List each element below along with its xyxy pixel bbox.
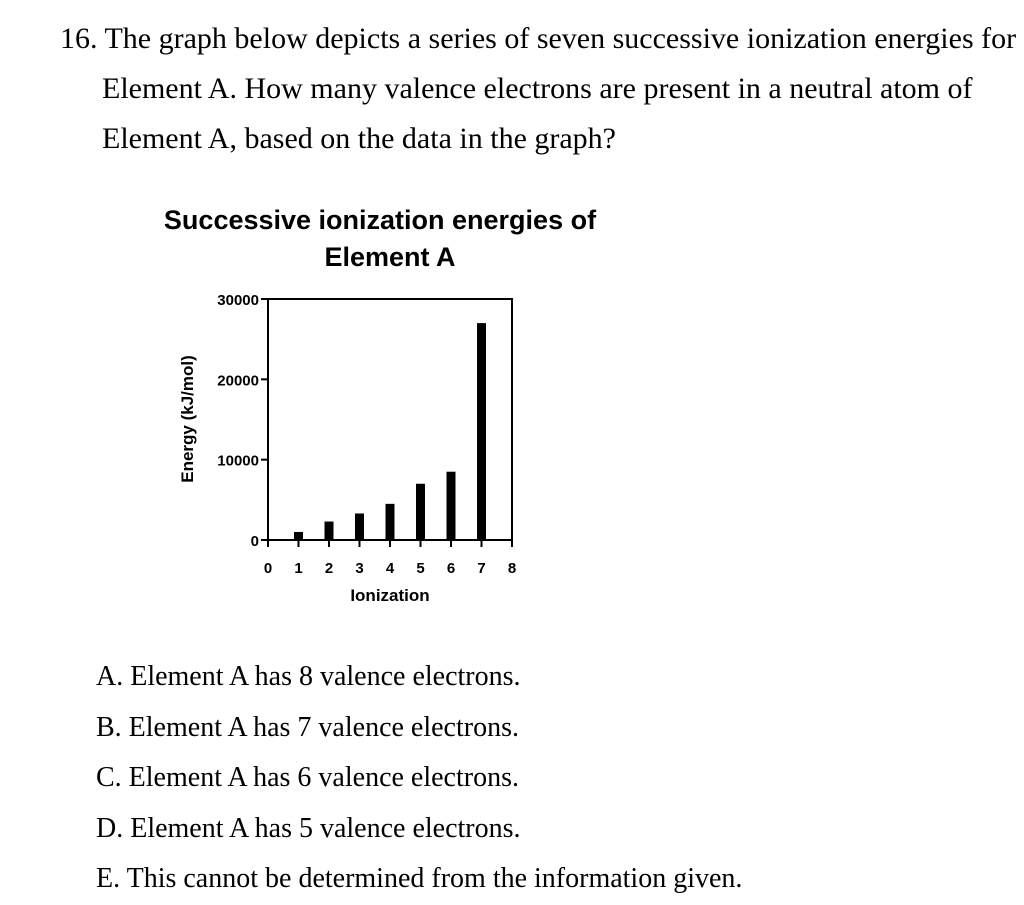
answer-choices <box>96 652 996 905</box>
x-tick-label-3: 3 <box>355 560 364 577</box>
x-tick-label-0: 0 <box>263 560 273 577</box>
x-tick-label-1: 1 <box>294 560 303 577</box>
bar-3 <box>355 513 364 540</box>
chart-title-line-1: Successive ionization energies of <box>163 205 597 235</box>
bar-7 <box>477 323 486 540</box>
bar-4 <box>386 504 395 540</box>
x-tick-label-7: 7 <box>477 560 486 577</box>
question-text <box>60 14 1017 164</box>
y-axis-label: Energy (kJ/mol) <box>178 355 197 483</box>
chart-title-line-2: Element A <box>324 242 456 272</box>
question-line-1 <box>60 14 1017 64</box>
x-axis-label: Ionization <box>350 586 430 605</box>
bar-5 <box>416 484 425 540</box>
bar-6 <box>447 472 456 540</box>
x-tick-label-5: 5 <box>416 560 425 577</box>
question-line-1-text: The graph below depicts a series of seven successive ionization energies for <box>104 22 1017 55</box>
y-tick-label-1: 10000 <box>217 452 259 470</box>
y-tick-label-3: 30000 <box>217 292 259 309</box>
y-tick-label-0: 0 <box>250 533 259 550</box>
choice-c[interactable]: C. Element A has 6 valence electrons. <box>96 762 519 793</box>
bar-2 <box>325 522 334 540</box>
choice-b[interactable]: B. Element A has 7 valence electrons. <box>96 711 519 743</box>
question-number: 16. <box>60 22 98 55</box>
x-tick-label-8: 8 <box>507 560 517 577</box>
x-tick-label-6: 6 <box>446 560 456 577</box>
choice-e[interactable]: E. This cannot be determined from the information given. <box>96 863 743 894</box>
choice-a[interactable]: A. Element A has 8 valence electrons. <box>96 661 521 692</box>
question-line-3: Element A, based on the data in the graph? <box>102 122 616 155</box>
choice-d[interactable]: D. Element A has 5 valence electrons. <box>96 812 521 844</box>
ionization-chart <box>130 196 690 616</box>
question-line-2: Element A. How many valence electrons are present in a neutral atom of <box>102 72 973 105</box>
chart-svg <box>130 196 690 616</box>
x-tick-label-2: 2 <box>324 560 334 577</box>
x-tick-label-4: 4 <box>385 560 395 577</box>
plot-area <box>217 292 516 577</box>
y-tick-label-2: 20000 <box>217 372 259 390</box>
bar-1 <box>294 532 303 540</box>
